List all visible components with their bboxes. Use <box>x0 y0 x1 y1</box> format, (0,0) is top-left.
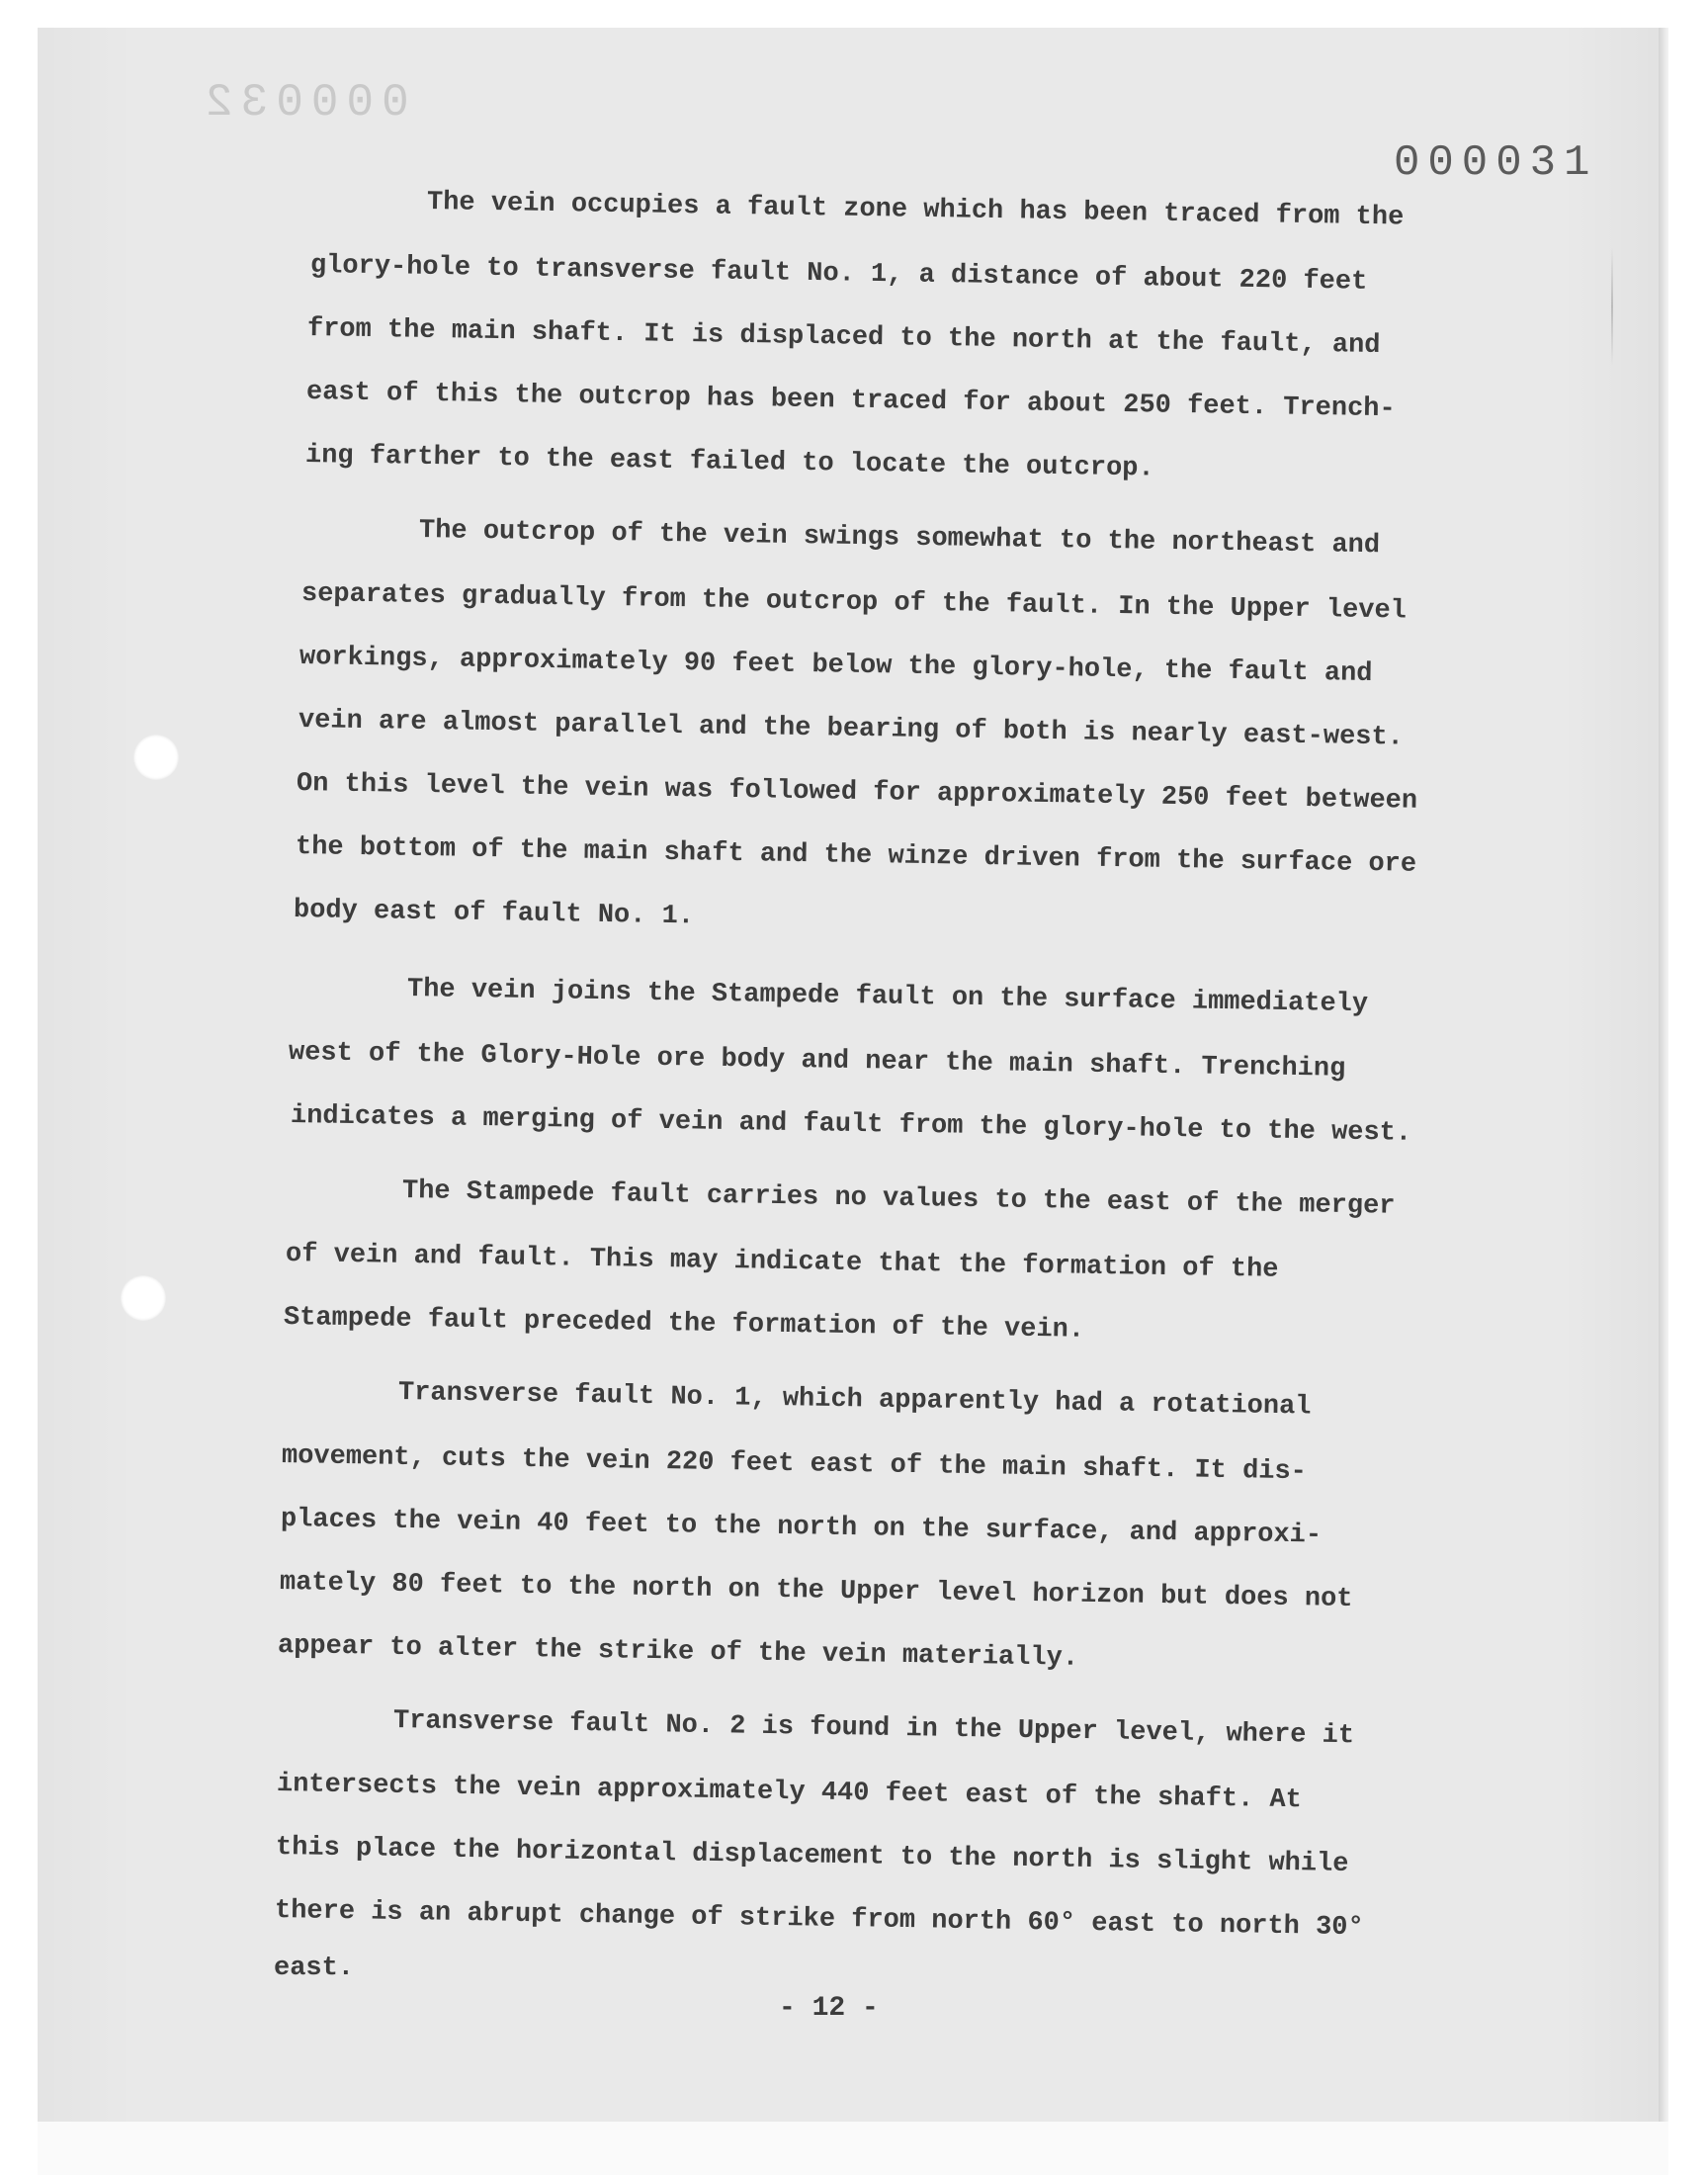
text-line: separates gradually from the outcrop of the fault. In the Upper level <box>300 579 1408 627</box>
text-line: the bottom of the main shaft and the winze driven from the surface ore <box>295 832 1417 880</box>
text-line: vein are almost parallel and the bearing of both is nearly east-west. <box>298 706 1405 753</box>
text-line: On this level the vein was followed for approximately 250 feet between <box>296 769 1418 817</box>
scan-mark <box>1611 247 1613 366</box>
text-line: there is an abrupt change of strike from north 60° east to north 30° <box>274 1896 1364 1944</box>
text-line: west of the Glory-Hole ore body and near the main shaft. Trenching <box>288 1038 1346 1085</box>
text-line: of vein and fault. This may indicate that the formation of the <box>285 1240 1279 1285</box>
page-edge-shadow <box>1659 28 1668 2122</box>
document-stamp-number: 000031 <box>1394 138 1598 188</box>
text-line: from the main shaft. It is displaced to the north at the fault, and <box>306 314 1381 362</box>
punch-hole-top <box>133 735 179 780</box>
text-line: ing farther to the east failed to locate the outcrop. <box>304 441 1154 484</box>
page-number: - 12 - <box>779 1993 879 2024</box>
text-line: The vein occupies a fault zone which has been traced from the <box>426 188 1405 233</box>
page-bottom-margin <box>38 2122 1668 2175</box>
text-line: Transverse fault No. 2 is found in the Upper level, where it <box>392 1706 1355 1752</box>
text-line: The vein joins the Stampede fault on the surface immediately <box>406 975 1369 1020</box>
bleed-through-stamp: 000032 <box>198 77 409 129</box>
text-line: mately 80 feet to the north on the Upper level horizon but does not <box>279 1568 1353 1615</box>
text-line: body east of fault No. 1. <box>293 896 695 932</box>
text-line: places the vein 40 feet to the north on the surface, and approxi- <box>280 1505 1323 1551</box>
text-line: movement, cuts the vein 220 feet east of the main shaft. It dis- <box>281 1441 1308 1488</box>
text-line: workings, approximately 90 feet below the glory-hole, the fault and <box>299 643 1373 690</box>
text-line: Transverse fault No. 1, which apparently had a rotational <box>397 1378 1312 1423</box>
text-line: east. <box>274 1954 355 1983</box>
text-line: appear to alter the strike of the vein materially. <box>277 1631 1079 1674</box>
text-line: east of this the outcrop has been traced for about 250 feet. Trench- <box>305 378 1396 425</box>
text-line: intersects the vein approximately 440 feet east of the shaft. At <box>276 1770 1303 1816</box>
text-line: glory-hole to transverse fault No. 1, a distance of about 220 feet <box>309 251 1368 298</box>
text-line: indicates a merging of vein and fault from the glory-hole to the west. <box>290 1101 1412 1149</box>
text-line: this place the horizontal displacement to the north is slight while <box>275 1833 1349 1880</box>
punch-hole-bottom <box>121 1275 166 1321</box>
text-line: Stampede fault preceded the formation of the vein. <box>283 1303 1085 1346</box>
text-line: The Stampede fault carries no values to the east of the merger <box>401 1176 1396 1222</box>
text-line: The outcrop of the vein swings somewhat to the northeast and <box>418 516 1381 562</box>
